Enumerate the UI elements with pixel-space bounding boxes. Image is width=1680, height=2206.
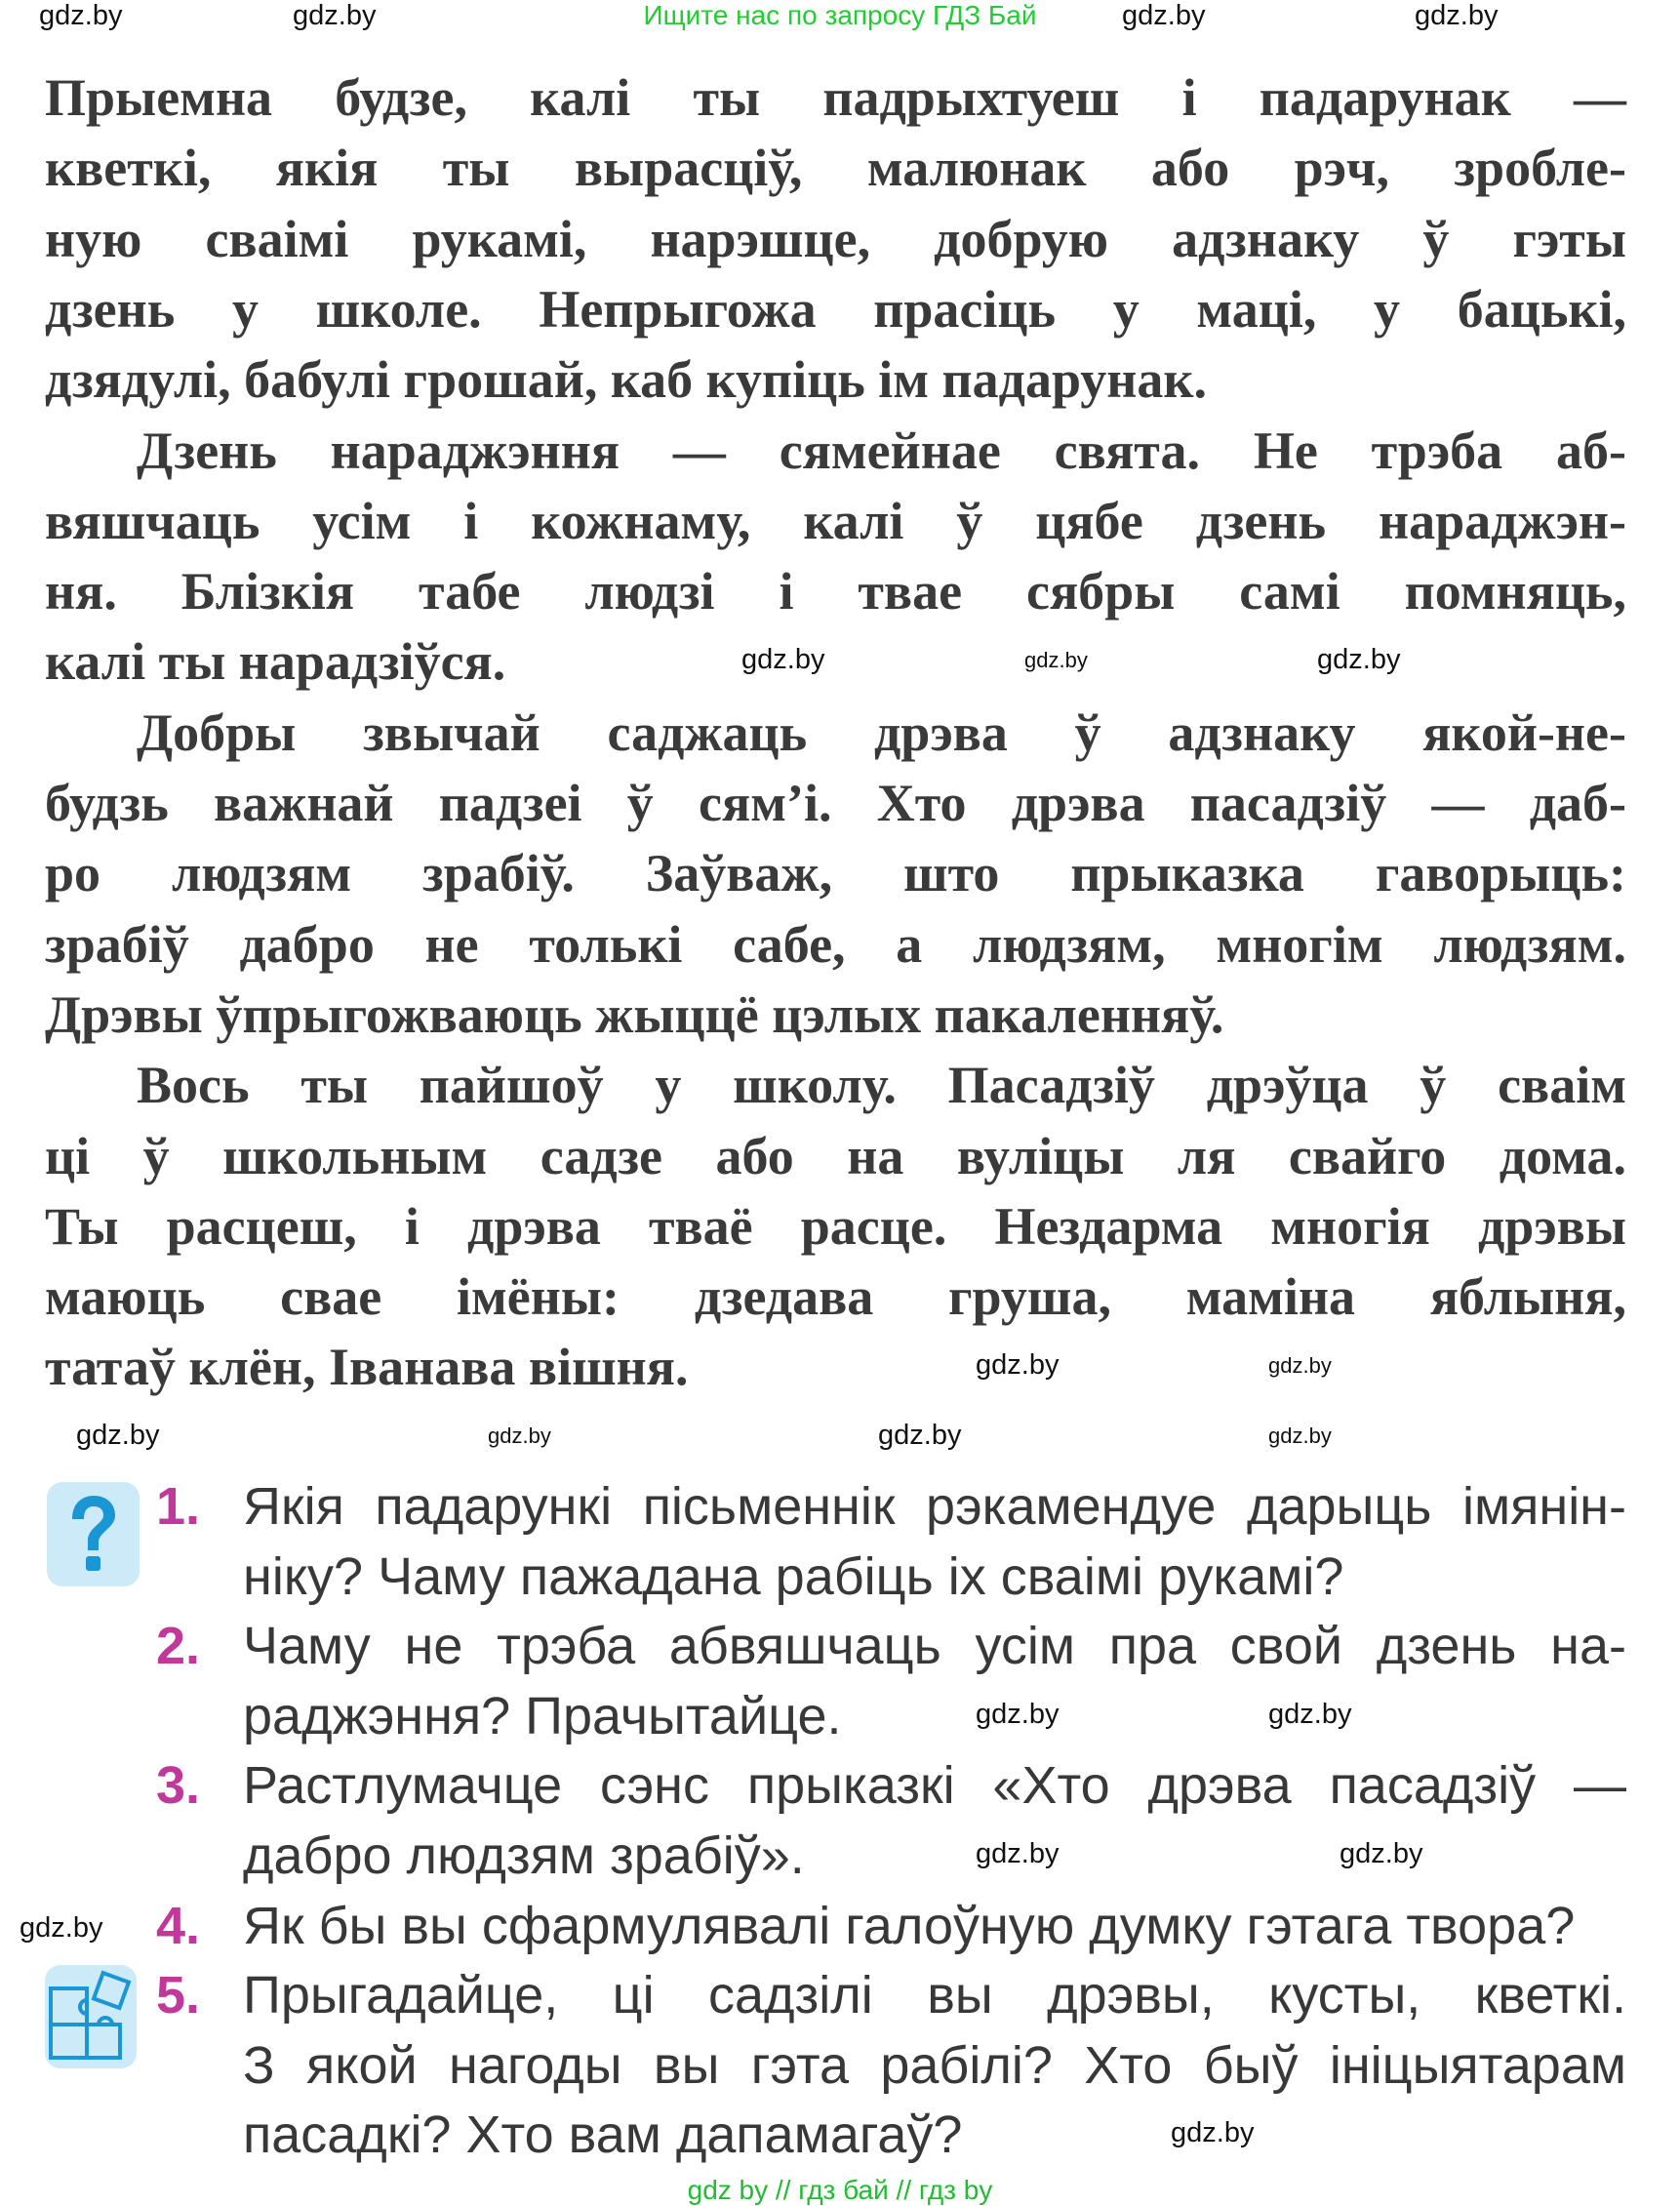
text-line: будзь важнай падзеі ў сям’і. Хто дрэва пасадзіў — даб- — [45, 774, 1626, 832]
watermark: gdz.by — [76, 1420, 160, 1451]
watermark: gdz.by — [488, 1424, 551, 1448]
question-text-line: раджэння? Прачытайце. — [243, 1686, 842, 1745]
watermark: gdz.by — [20, 1912, 103, 1944]
puzzle-icon — [45, 1965, 137, 2068]
text-line: Прыемна будзе, калі ты падрыхтуеш і падарунак — — [45, 68, 1626, 127]
watermark: gdz.by — [39, 0, 123, 31]
text-line: ную сваімі рукамі, нарэшце, добрую адзнаку ў гэты — [45, 209, 1626, 268]
question-number: 3. — [156, 1756, 201, 1816]
watermark: gdz.by — [1317, 644, 1401, 675]
watermark: gdz.by — [293, 0, 377, 31]
text-line: Дзень нараджэння — сямейнае свята. Не трэба аб- — [137, 421, 1626, 480]
text-line: татаў клён, Іванава вішня. — [45, 1338, 689, 1397]
question-text-line: Як бы вы сфармулявалі галоўную думку гэтага твора? — [243, 1896, 1576, 1955]
watermark: gdz.by — [1122, 0, 1206, 31]
question-text-line: Чаму не трэба абвяшчаць усім пра свой дзень на- — [243, 1617, 1626, 1676]
text-line: зрабіў дабро не толькі сабе, а людзям, многім людзям. — [45, 914, 1626, 974]
text-line: вяшчаць усім і кожнаму, калі ў цябе дзень нараджэн- — [45, 491, 1626, 550]
question-text-line: Прыгадайце, ці садзілі вы дрэвы, кусты, кветкі. — [243, 1966, 1626, 2026]
text-line: ці ў школьным садзе або на вуліцы ля свайго дома. — [45, 1126, 1626, 1185]
question-text-line: Якія падарункі пісьменнік рэкамендуе дарыць імянін- — [243, 1477, 1626, 1536]
question-number: 1. — [156, 1477, 201, 1536]
watermark: gdz.by — [976, 1699, 1060, 1730]
text-line: Добры звычай саджаць дрэва ў адзнаку якой-не- — [137, 702, 1626, 762]
question-text-line: пасадкі? Хто вам дапамагаў? — [243, 2106, 963, 2165]
question-number: 2. — [156, 1617, 201, 1676]
question-text-line: З якой нагоды вы гэта рабілі? Хто быў ініцыятарам — [243, 2035, 1626, 2095]
watermark: gdz.by — [976, 1838, 1060, 1869]
watermark: gdz.by — [1171, 2117, 1255, 2148]
question-number: 5. — [156, 1966, 201, 2026]
text-line: дзядулі, бабулі грошай, каб купіць ім падарунак. — [45, 350, 1208, 410]
watermark: gdz.by — [1340, 1838, 1423, 1869]
search-hint-banner: Ищите нас по запросу ГДЗ Бай — [643, 0, 1037, 30]
watermark: gdz.by — [976, 1349, 1060, 1381]
text-line: дзень у школе. Непрыгожа прасіць у маці, у бацькі, — [45, 279, 1626, 339]
question-number: 4. — [156, 1896, 201, 1955]
watermark: gdz.by — [878, 1420, 962, 1451]
footer-watermark: gdz by // гдз бай // гдз by — [687, 2175, 993, 2205]
text-line: Дрэвы ўпрыгожваюць жыццё цэлых пакаленняў. — [45, 984, 1224, 1044]
text-line: калі ты нарадзіўся. — [45, 632, 506, 692]
watermark: gdz.by — [1415, 0, 1499, 31]
watermark: gdz.by — [741, 644, 825, 675]
question-text-line: дабро людзям зрабіў». — [243, 1826, 805, 1885]
watermark: gdz.by — [1024, 648, 1088, 672]
text-line: кветкі, якія ты вырасціў, малюнак або рэч, зробле- — [45, 139, 1626, 198]
question-text-line: Растлумачце сэнс прыказкі «Хто дрэва пасадзіў — — [243, 1756, 1626, 1816]
text-line: ро людзям зрабіў. Заўваж, што прыказка гаворыць: — [45, 844, 1626, 903]
question-icon — [47, 1482, 140, 1586]
watermark: gdz.by — [1268, 1699, 1352, 1730]
text-line: Вось ты пайшоў у школу. Пасадзіў дрэўца ў сваім — [137, 1056, 1626, 1115]
watermark: gdz.by — [1268, 1424, 1332, 1448]
text-line: ня. Блізкія табе людзі і твае сябры самі помняць, — [45, 562, 1626, 622]
text-line: Ты расцеш, і дрэва тваё расце. Нездарма многія дрэвы — [45, 1196, 1626, 1256]
text-line: маюць свае імёны: дзедава груша, маміна яблыня, — [45, 1267, 1626, 1327]
question-text-line: ніку? Чаму пажадана рабіць іх сваімі рукамі? — [243, 1546, 1344, 1606]
watermark: gdz.by — [1268, 1353, 1332, 1378]
